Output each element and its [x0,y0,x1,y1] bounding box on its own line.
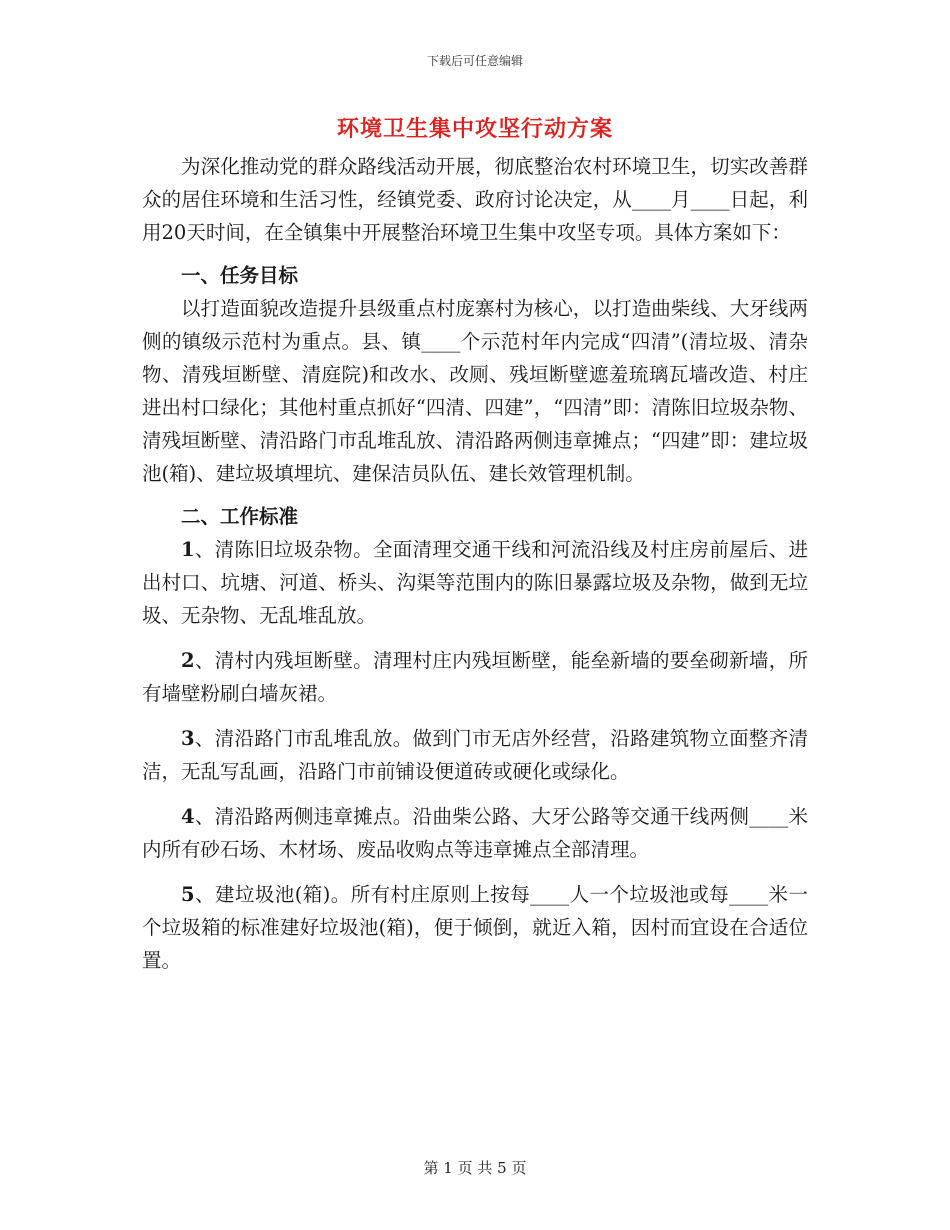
item-number: 4 [181,805,195,828]
document-body [142,150,808,977]
item-text: 、建垃圾池(箱)。所有村庄原则上按每____人一个垃圾池或每____米一个垃圾箱的标准建好垃圾池(箱)，便于倾倒，就近入箱，因村而宜设在合适位置。 [142,883,808,972]
item-text: 、清陈旧垃圾杂物。全面清理交通干线和河流沿线及村庄房前屋后、进出村口、坑塘、河道、桥头、沟渠等范围内的陈旧暴露垃圾及杂物，做到无垃圾、无杂物、无乱堆乱放。 [142,538,808,627]
standard-item [142,800,808,866]
standard-item [142,533,808,632]
goals-paragraph: 以打造面貌改造提升县级重点村庞寨村为核心，以打造曲柴线、大牙线两侧的镇级示范村为重点。县、镇____个示范村年内完成“四清”(清垃圾、清杂物、清残垣断壁、清庭院)和改水、改厕、残垣断壁遮羞琉璃瓦墙改造、村庄进出村口绿化；其他村重点抓好“四清、四建”，“四清”即：清陈旧垃圾杂物、清残垣断壁、清沿路门市乱堆乱放、清沿路两侧违章摊点；“四建”即：建垃圾池(箱)、建垃圾填埋坑、建保洁员队伍、建长效管理机制。 [142,297,808,485]
section-heading-standards: 二、工作标准 [181,505,299,528]
standard-item [142,878,808,977]
item-number: 2 [181,649,195,672]
item-number: 1 [181,538,195,561]
standard-item [142,644,808,710]
document-title: 环境卫生集中攻坚行动方案 [336,116,613,142]
item-text: 、清沿路门市乱堆乱放。做到门市无店外经营，沿路建筑物立面整齐清洁，无乱写乱画，沿路门市前铺设便道砖或硬化或绿化。 [142,727,808,783]
section-heading-goals: 一、任务目标 [181,264,299,287]
standard-item [142,722,808,788]
item-number: 3 [181,727,195,750]
item-text: 、清村内残垣断壁。清理村庄内残垣断壁，能垒新墙的要垒砌新墙，所有墙壁粉刷白墙灰裙。 [142,649,808,705]
page-footer: 第 1 页 共 5 页 [423,1159,527,1177]
intro-paragraph: 为深化推动党的群众路线活动开展，彻底整治农村环境卫生，切实改善群众的居住环境和生活习性，经镇党委、政府讨论决定，从____月____日起，利用20天时间，在全镇集中开展整治环境卫生集中攻坚专项。具体方案如下： [142,155,808,244]
item-text: 、清沿路两侧违章摊点。沿曲柴公路、大牙公路等交通干线两侧____米内所有砂石场、木材场、废品收购点等违章摊点全部清理。 [142,805,808,861]
page-header-note: 下载后可任意编辑 [426,54,523,68]
item-number: 5 [181,883,195,906]
